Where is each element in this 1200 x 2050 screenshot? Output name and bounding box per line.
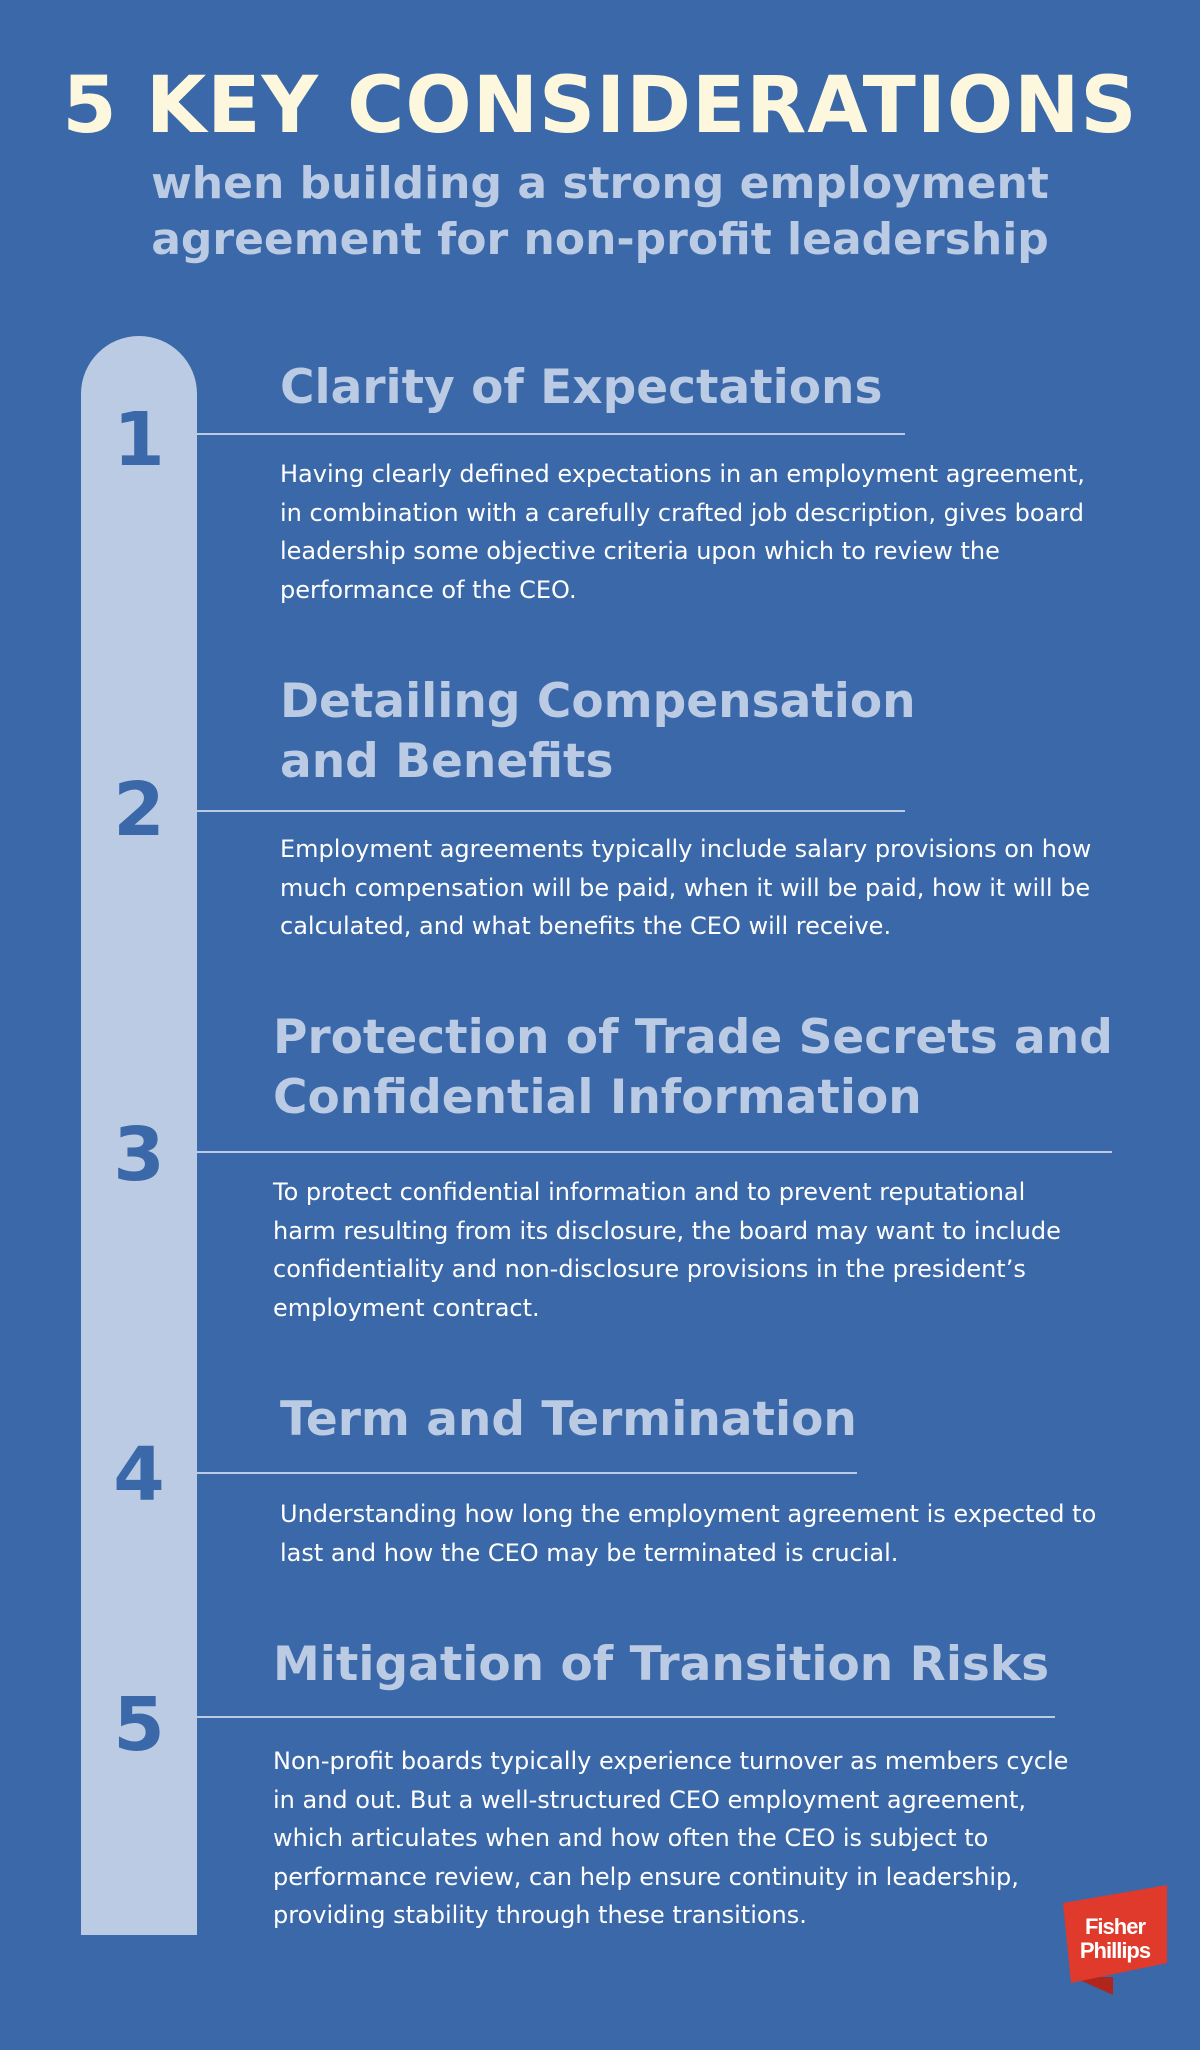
step-5-divider bbox=[197, 1716, 1055, 1718]
step-4-body-line-1: Understanding how long the employment agreement is expected to bbox=[280, 1500, 1097, 1528]
step-3-heading-line-1: Protection of Trade Secrets and bbox=[273, 1010, 1113, 1065]
step-1-number: 1 bbox=[113, 397, 165, 483]
step-1-divider bbox=[197, 433, 905, 435]
step-5-body-line-3: which articulates when and how often the CEO is subject to bbox=[273, 1824, 989, 1852]
step-3-body-line-3: confidentiality and non-disclosure provisions in the president’s bbox=[273, 1255, 1026, 1283]
step-4-heading bbox=[280, 1390, 857, 1450]
logo-line-2: Phillips bbox=[1079, 1938, 1151, 1963]
step-2-body-line-3: calculated, and what benefits the CEO will receive. bbox=[280, 912, 892, 940]
step-5-number: 5 bbox=[113, 1682, 165, 1768]
logo-text bbox=[1063, 1915, 1167, 1963]
step-1-body-line-1: Having clearly defined expectations in an employment agreement, bbox=[280, 460, 1085, 488]
step-1-heading-line-1: Clarity of Expectations bbox=[280, 360, 883, 415]
step-4-heading-line-1: Term and Termination bbox=[280, 1392, 857, 1447]
step-5-heading-line-1: Mitigation of Transition Risks bbox=[273, 1637, 1050, 1692]
step-3-divider bbox=[197, 1151, 1112, 1153]
step-2-body-line-1: Employment agreements typically include salary provisions on how bbox=[280, 835, 1092, 863]
logo-line-1: Fisher bbox=[1084, 1914, 1146, 1939]
step-2-divider bbox=[197, 810, 905, 812]
step-4-body-line-2: last and how the CEO may be terminated is crucial. bbox=[280, 1538, 899, 1567]
step-4-body bbox=[280, 1495, 1096, 1572]
step-3-number: 3 bbox=[113, 1112, 165, 1198]
step-5-body-line-1: Non-profit boards typically experience turnover as members cycle bbox=[273, 1747, 1069, 1775]
page-title: 5 KEY CONSIDERATIONS bbox=[62, 61, 1138, 151]
step-3-body-line-4: employment contract. bbox=[273, 1293, 540, 1322]
step-2-body-line-2: much compensation will be paid, when it will be paid, how it will be bbox=[280, 873, 1091, 902]
step-1-body-line-4: performance of the CEO. bbox=[280, 575, 577, 604]
subtitle-line-1: when building a strong employment bbox=[151, 158, 1049, 209]
step-4-number: 4 bbox=[113, 1432, 165, 1518]
step-2-heading-line-2: and Benefits bbox=[280, 734, 614, 789]
step-3-body-line-1: To protect confidential information and to prevent reputational bbox=[273, 1178, 1026, 1206]
step-1-heading bbox=[280, 358, 882, 418]
step-2-number: 2 bbox=[113, 767, 165, 853]
step-1-body-line-3: leadership some objective criteria upon which to review the bbox=[280, 537, 1000, 565]
step-5-body-line-4: performance review, can help ensure continuity in leadership, bbox=[273, 1862, 1019, 1891]
step-3-body-line-2: harm resulting from its disclosure, the board may want to include bbox=[273, 1216, 1061, 1245]
step-1-body-line-2: in combination with a carefully crafted job description, gives board bbox=[280, 498, 1084, 527]
step-3-heading bbox=[273, 1008, 1113, 1128]
step-2-heading-line-1: Detailing Compensation bbox=[280, 674, 916, 729]
step-2-body bbox=[280, 830, 1091, 946]
step-3-heading-line-2: Confidential Information bbox=[273, 1070, 922, 1125]
step-5-heading bbox=[273, 1635, 1049, 1695]
step-5-body bbox=[273, 1742, 1068, 1935]
step-5-body-line-5: providing stability through these transitions. bbox=[273, 1901, 807, 1929]
step-3-body bbox=[273, 1173, 1061, 1327]
step-4-divider bbox=[197, 1472, 857, 1474]
step-5-body-line-2: in and out. But a well-structured CEO employment agreement, bbox=[273, 1785, 1027, 1814]
fisher-phillips-logo bbox=[1063, 1885, 1167, 1995]
page-subtitle bbox=[100, 156, 1100, 268]
step-1-body bbox=[280, 455, 1085, 609]
subtitle-line-2: agreement for non-profit leadership bbox=[151, 214, 1049, 265]
step-2-heading bbox=[280, 672, 916, 792]
